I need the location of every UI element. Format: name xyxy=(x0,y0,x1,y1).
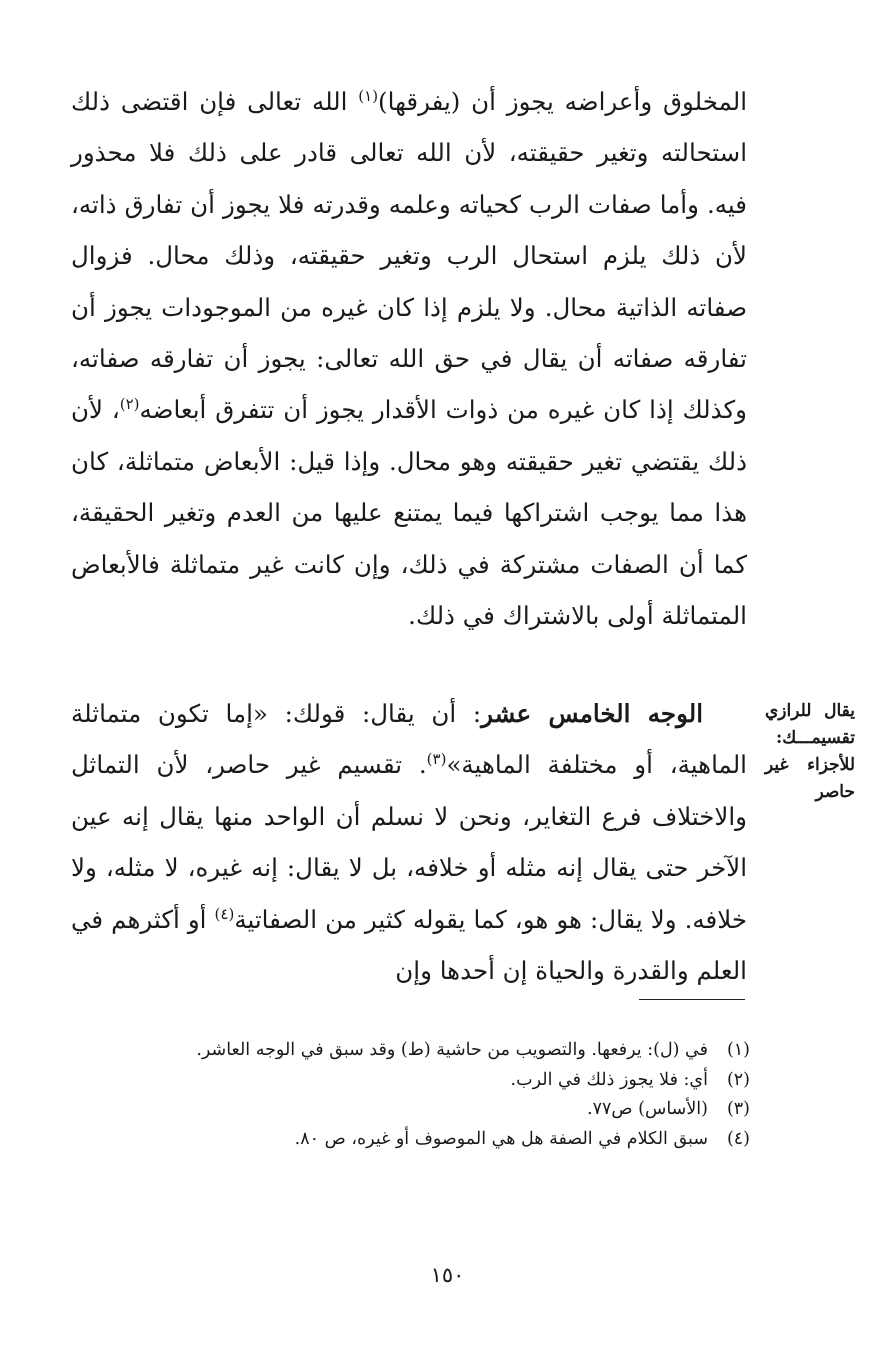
paragraph-text xyxy=(71,76,747,641)
paragraph-2-part-c: أو أكثرهم في العلم والقدرة والحياة إن أحدها وإن xyxy=(71,904,747,986)
paragraph-2-part-b: . تقسيم غير حاصر، لأن التماثل والاختلاف فرع التغاير، ونحن لا نسلم أن الواحد منها يقال إنه عين الآخر حتى يقال إنه مثله أو خلافه، بل لا يقال: إنه غيره، لا مثله، ولا خلافه. ولا يقال: هو هو، كما يقوله كثير من الصفاتية xyxy=(71,750,747,934)
footnotes-list xyxy=(110,1036,750,1154)
main-paragraph-1 xyxy=(71,76,747,641)
section-heading: الوجه الخامس عشر xyxy=(481,699,704,728)
footnote-text: في (ل): يرفعها. والتصويب من حاشية (ط) وقد سبق في الوجه العاشر. xyxy=(196,1040,708,1060)
footnote-text: سبق الكلام في الصفة هل هي الموصوف أو غيره، ص ٨٠. xyxy=(294,1128,708,1149)
footnote-ref-2: (٢) xyxy=(119,395,140,414)
margin-note: يقال للرازي تقسيمـــك: للأجزاء غير حاصر xyxy=(765,701,855,802)
footnote-number: (١) xyxy=(726,1040,750,1060)
footnote-ref-4: (٤) xyxy=(214,904,235,923)
footnote-item xyxy=(110,1095,750,1125)
footnote-number: (٢) xyxy=(726,1069,750,1090)
main-paragraph-2 xyxy=(71,688,747,996)
footnote-text: أي: فلا يجوز ذلك في الرب. xyxy=(510,1069,708,1090)
paragraph-1-part-c: ، لأن ذلك يقتضي تغير حقيقته وهو محال. وإذا قيل: الأبعاض متماثلة، كان هذا مما يوجب اشتراكها فيما يمتنع عليها من العدم وتغير الحقيقة، كما أن الصفات مشتركة في ذلك، وإن كانت غير متماثلة فالأبعاض المتماثلة أولى بالاشتراك في ذلك. xyxy=(71,395,747,631)
paragraph-1-part-b: الله تعالى فإن اقتضى ذلك استحالته وتغير حقيقته، لأن الله تعالى قادر على ذلك فلا محذور فيه. وأما صفات الرب كحياته وعلمه وقدرته فلا يجوز أن تفارق ذاته، لأن ذلك يلزم استحال الرب وتغير حقيقته، وذلك محال. فزوال صفاته الذاتية محال. ولا يلزم إذا كان غيره من الموجودات يجوز أن تفارقه صفاته أن يقال في حق الله تعالى: يجوز أن تفارقه صفاته، وكذلك إذا كان غيره من ذوات الأقدار يجوز أن تتفرق أبعاضه xyxy=(71,87,747,425)
page-number: ١٥٠ xyxy=(430,1263,465,1287)
footnote-number: (٤) xyxy=(726,1128,750,1149)
footnote-number: (٣) xyxy=(726,1099,750,1119)
footnote-ref-3: (٣) xyxy=(426,750,447,769)
footnote-text: (الأساس) ص٧٧. xyxy=(587,1099,708,1119)
footnote-divider xyxy=(639,999,745,1000)
footnote-item xyxy=(110,1036,750,1066)
paragraph-text xyxy=(71,688,747,996)
paragraph-2-part-a: : أن يقال: قولك: «إما تكون متماثلة الماهية، أو مختلفة الماهية» xyxy=(71,699,747,780)
footnote-ref-1: (١) xyxy=(358,86,379,105)
footnote-item xyxy=(110,1125,750,1155)
footnote-item xyxy=(110,1066,750,1096)
paragraph-1-part-a: المخلوق وأعراضه يجوز أن (يفرقها) xyxy=(378,87,748,116)
